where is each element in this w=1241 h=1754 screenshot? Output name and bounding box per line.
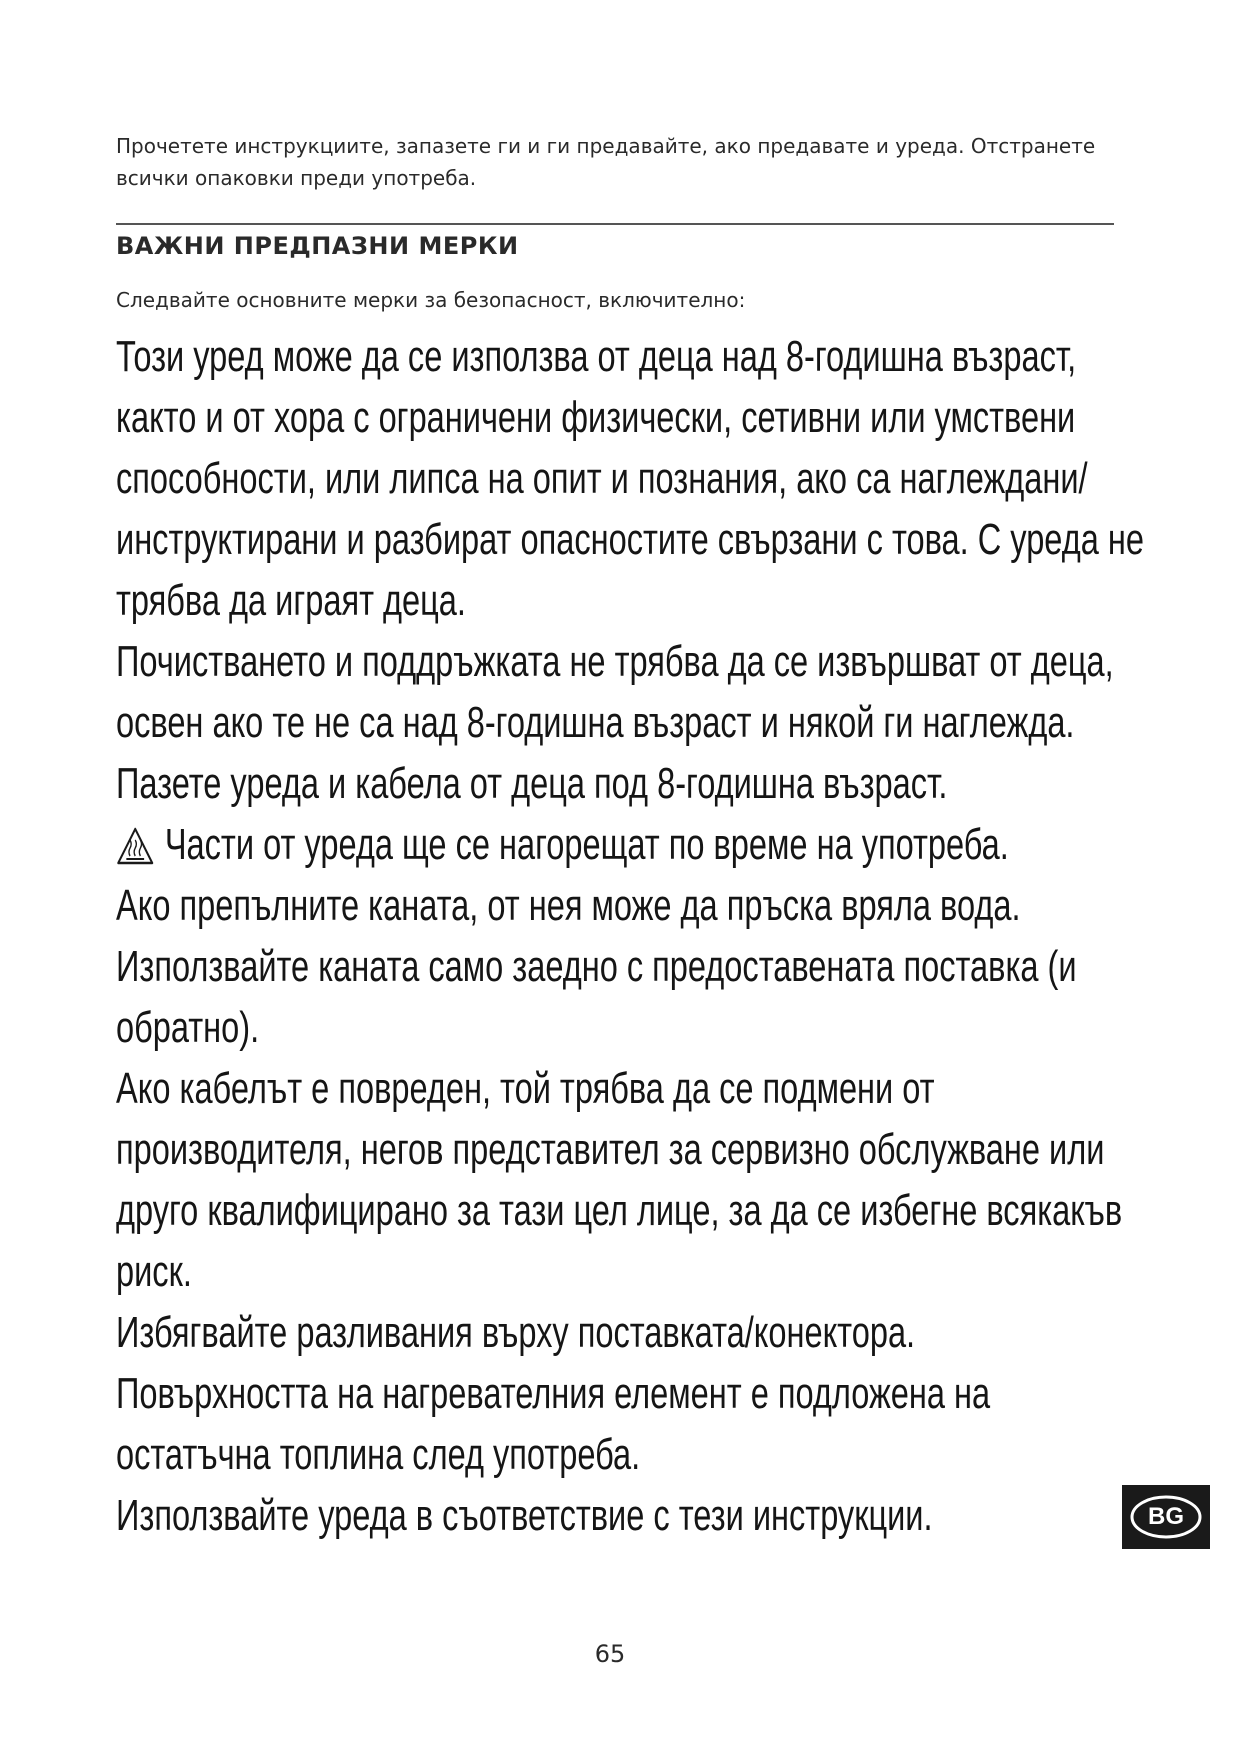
text-line: друго квалифицирано за тази цел лице, за да се избегне всякакъв xyxy=(116,1186,1123,1235)
warning-line xyxy=(116,814,1009,875)
page-number: 65 xyxy=(594,1640,626,1668)
text-line: освен ако те не са над 8-годишна възраст и някой ги наглежда. xyxy=(116,698,1075,747)
text-line: Избягвайте разливания върху поставката/конектора. xyxy=(116,1308,916,1357)
text-line: Почистването и поддръжката не трябва да се извършват от деца, xyxy=(116,637,1114,686)
text-line: обратно). xyxy=(116,1003,260,1052)
text-line: Използвайте каната само заедно с предоставената поставка (и xyxy=(116,942,1077,991)
text-line: Ако кабелът е повреден, той трябва да се подмени от xyxy=(116,1064,935,1113)
warning-text: Части от уреда ще се нагорещат по време на употреба. xyxy=(164,820,1009,869)
text-line: риск. xyxy=(116,1247,192,1296)
text-line: трябва да играят деца. xyxy=(116,576,466,625)
section-subheading: Следвайте основните мерки за безопасност, включително: xyxy=(116,288,746,312)
text-line: остатъчна топлина след употреба. xyxy=(116,1430,641,1479)
language-badge xyxy=(1122,1485,1210,1549)
text-line: Повърхността на нагревателния елемент е подложена на xyxy=(116,1369,991,1418)
section-heading: ВАЖНИ ПРЕДПАЗНИ МЕРКИ xyxy=(116,232,519,260)
safety-text xyxy=(116,326,1144,1546)
text-line: Пазете уреда и кабела от деца под 8-годишна възраст. xyxy=(116,759,948,808)
text-line: Този уред може да се използва от деца над 8-годишна възраст, xyxy=(116,332,1077,381)
text-line: инструктирани и разбират опасностите свързани с това. С уреда не xyxy=(116,515,1144,564)
language-badge-label: BG xyxy=(1148,1503,1184,1530)
intro-text: Прочетете инструкциите, запазете ги и ги предавайте, ако предавате и уреда. Отстранете всички опаковки преди употреба. xyxy=(116,134,1096,190)
text-line: Ако препълните каната, от нея може да пръска вряла вода. xyxy=(116,881,1021,930)
text-line: Използвайте уреда в съответствие с тези инструкции. xyxy=(116,1491,933,1540)
text-line: производителя, негов представител за сервизно обслужване или xyxy=(116,1125,1105,1174)
divider xyxy=(116,223,1114,225)
text-line: способности, или липса на опит и познания, ако са наглеждани/ xyxy=(116,454,1088,503)
text-line: както и от хора с ограничени физически, сетивни или умствени xyxy=(116,393,1076,442)
hot-surface-warning-icon xyxy=(116,826,154,866)
